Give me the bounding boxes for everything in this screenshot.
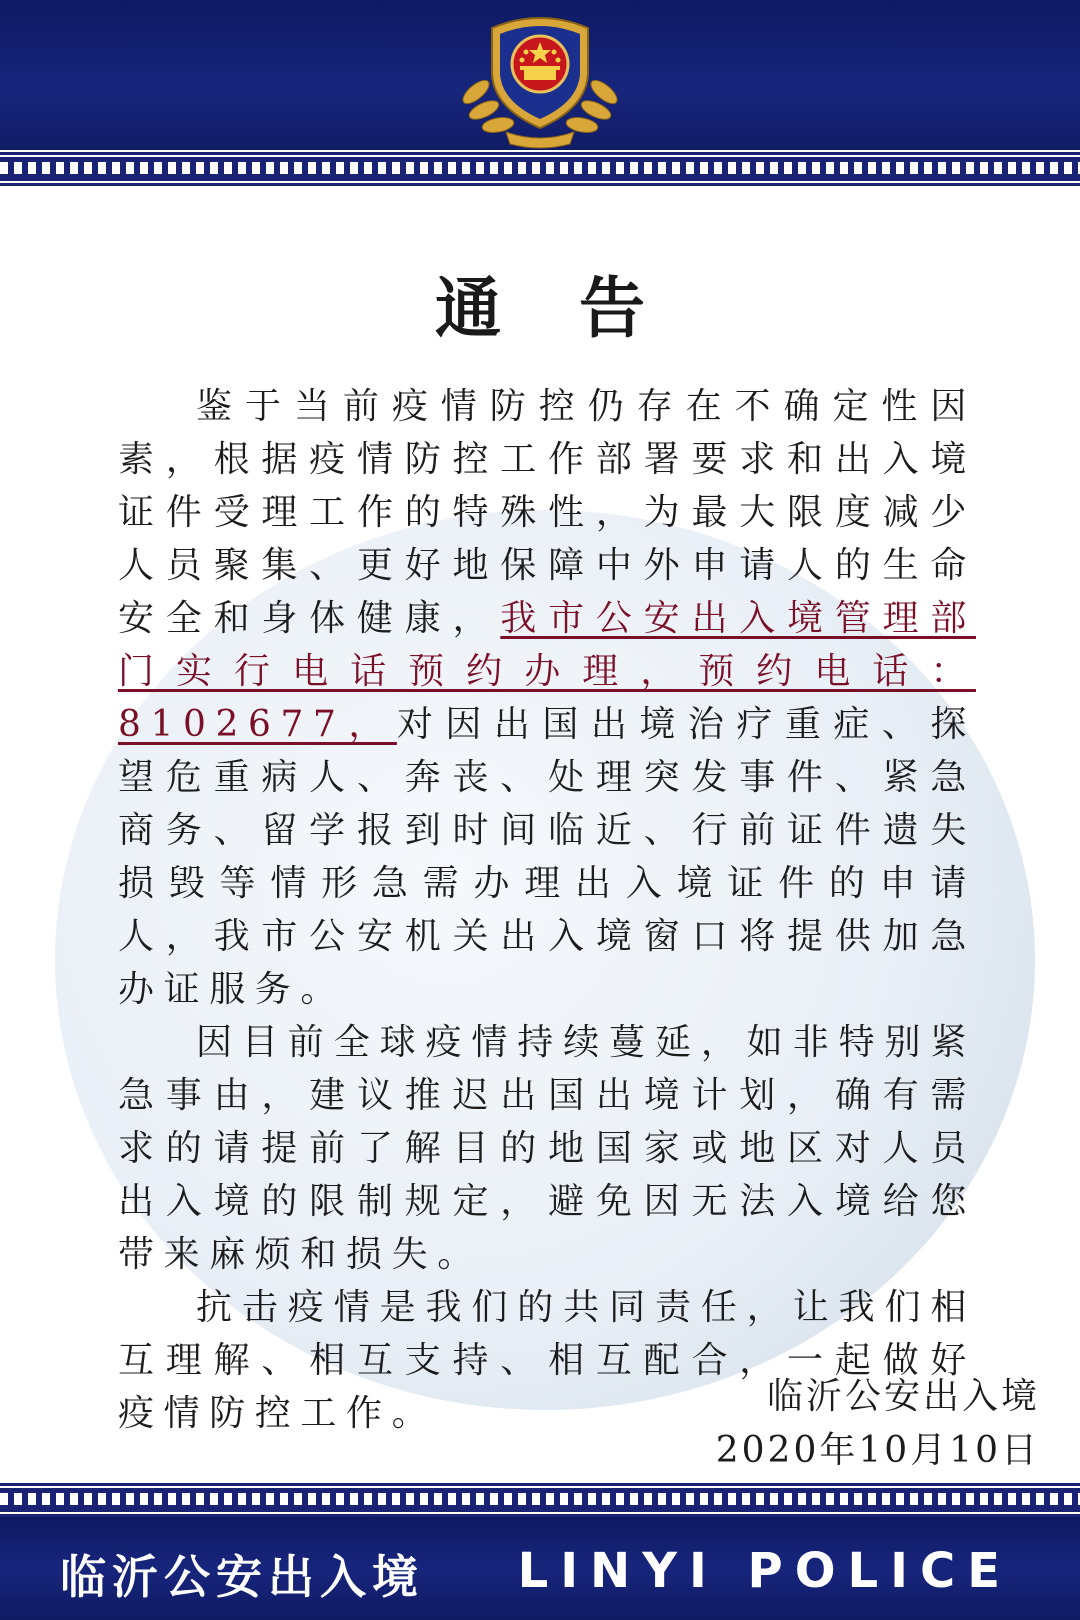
paragraph-1-continuation: 对因出国出境治疗重症、探望危重病人、奔丧、处理突发事件、紧急商务、留学报到时间临近、行前证件遗失损毁等情形急需办理出入境证件的申请人，我市公安机关出入境窗口将提供加急办证服务。: [118, 704, 977, 1010]
appointment-phone-highlight: 我市公安出入境管理部门实行电话预约办理，预约电话：8102677，: [118, 598, 976, 745]
notice-title: 通告: [435, 269, 723, 347]
notice-body: [118, 380, 976, 1440]
paragraph-2: 因目前全球疫情持续蔓延，如非特别紧急事由，建议推迟出国出境计划，确有需求的请提前了解目的地国家或地区对人员出入境的限制规定，避免因无法入境给您带来麻烦和损失。: [118, 1022, 976, 1275]
footer-bar: [0, 1517, 1080, 1620]
decorative-band-bottom: [0, 1483, 1080, 1517]
footer-org-chinese: 临沂公安出入境: [60, 1550, 424, 1604]
header-bar: [0, 0, 1080, 150]
paragraph-1-text: 鉴于当前疫情防控仍存在不确定性因素，根据疫情防控工作部署要求和出入境证件受理工作的特殊性，为最大限度减少人员聚集、更好地保障中外申请人的生命安全和身体健康，: [118, 386, 976, 639]
signature-block: [716, 1370, 1040, 1478]
footer-org-english: LINYI POLICE: [517, 1543, 1012, 1599]
paragraph-3: 抗击疫情是我们的共同责任，让我们相互理解、相互支持、相互配合，一起做好疫情防控工作。: [118, 1287, 976, 1434]
paragraph-1: [118, 380, 976, 1016]
police-emblem-icon: [456, 4, 624, 152]
signature-org: 临沂公安出入境: [766, 1376, 1040, 1417]
signature-date: 2020年10月10日: [715, 1430, 1040, 1471]
decorative-band-top: [0, 152, 1080, 186]
